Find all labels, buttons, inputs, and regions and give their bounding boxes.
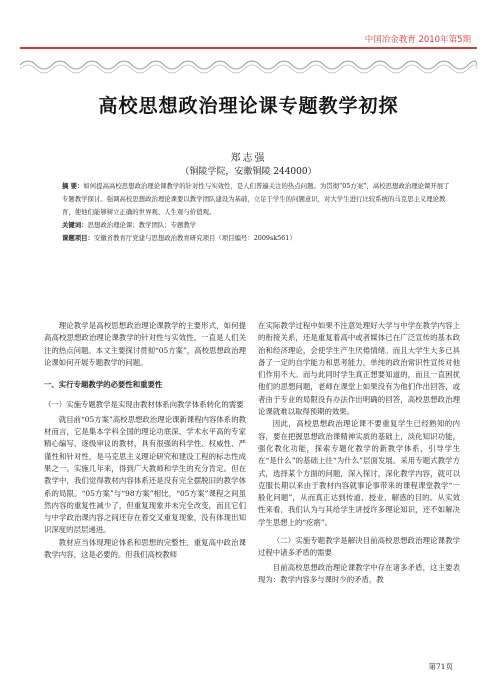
page-number: 第71页 — [428, 662, 453, 671]
project — [62, 232, 455, 245]
project-text: 安徽省教育厅党建与思想政治教育研究项目（项目编号：2009sk561） — [93, 234, 296, 242]
body-paragraph: 因此，高校思想政治理论课不要重复学生已经熟知的内容，要在把握思想政治课精神实质的基础上，淡化知识功能，强化教化功能，探索专题化教学的新教学体系，引导学生在“是什么”的基础上往“为什么”层面发展。采用专题式教学方式，选择某个方面的问题，深入探讨，深化教学内容，就可以克服长期以来由于教材内容就事论事带来的课程课堂教学“一般化问题”，从而真正达到传道、授业、解惑的目的。从实效性来看，我们认为与其给学生讲授许多理论知识，还不如解决学生思想上的“疙瘩”。 — [258, 419, 460, 527]
article-title: 高校思想政治理论课专题教学初探 — [98, 95, 399, 117]
intro-paragraph: 理论教学是高校思想政治理论课教学的主要形式，如何提高高校思想政治理论课教学的针对性与实效性，一直是人们关注的热点问题。本文主要探讨贯彻“05方案”，高校思想政治理论课如何开展专题教学的问题。 — [44, 321, 246, 367]
left-column — [44, 320, 246, 561]
section-heading: 一、实行专题教学的必要性和重要性 — [44, 380, 163, 390]
decorative-wave-border — [0, 54, 497, 76]
abstract-block — [62, 180, 455, 245]
journal-header: 中国冶金教育 2010年第5期 — [364, 35, 471, 45]
keywords-text: 思想政治理论课；教学团队；专题教学 — [87, 221, 197, 229]
right-column — [258, 320, 460, 586]
abstract-label: 摘 要： — [62, 182, 84, 190]
keywords — [62, 219, 455, 232]
subsection-heading: （一）实施专题教学是实现由教材体系向教学体系转化的需要 — [44, 400, 244, 410]
body-paragraph: 教材应当体现理论体系和思想的完整性、重复高中政治课教学内容，这是必要的。但我们高校教师 — [44, 537, 246, 560]
header-rule — [20, 47, 477, 49]
author-name: 郑志强 — [230, 153, 267, 164]
body-paragraph: 就目前“05方案”高校思想政治理论课新课程内容体系的教材而言，它是集本学科全国的理论功底深、学术水平高的专家精心编写、逐级审议的教材，具有很强的科学性、权威性、严谨性和针对性，是马克思主义理论研究和建设工程的标志性成果之一。实施几年来，得到广大教师和学生的充分肯定。但在教学中，我们觉得教材内容体系还是没有完全摆脱旧的教学体系的局限。“05方案”与“98方案”相比，“05方案”课程之间虽然内容的重复性减少了，但重复现象并未完全改变，而且它们与中学政治课内容之间还存在着交叉重复现象，没有体现出知识深度的层层递进。 — [44, 414, 246, 535]
keywords-label: 关键词： — [62, 221, 88, 229]
body-paragraph: 目前高校思想政治理论课教学中存在诸多矛盾，这主要表现为：教学内容多与课时少的矛盾，教 — [258, 562, 460, 584]
author-affiliation: （铜陵学院，安徽铜陵 244000） — [180, 167, 317, 177]
body-paragraph: 在实际教学过程中如果不注意处理好大学与中学在教学内容上的衔接关系，还是重复着高中或者媒体已在广泛宣传的基本政治和经济理论，会使学生产生厌倦情绪。而且大学生大多已具备了一定的自学能力和思考能力，单纯的政治常识性宣传对他们作用不大。而与此同时学生真正想要知道的，而且一直困扰他们的思想问题，老师在课堂上如果没有为他们作出回答，或者由于专业的局限没有办法作出明确的回答，高校思想政治理论课就难以取得预期的效果。 — [258, 321, 460, 417]
subsection-heading: （二）实施专题教学是解决目前高校思想政治理论课教学过程中诸多矛盾的需要 — [258, 536, 460, 558]
abstract — [62, 180, 455, 219]
project-label: 课题项目： — [62, 234, 94, 242]
abstract-text: 如何提高高校思想政治理论课教学的针对性与实效性，是人们普遍关注的热点问题。为贯彻“05方案”，高校思想政治理论课开展了专题教学探讨。强调高校思想政治理论课要以教学团队建设为基础，立足于学生的问题意识，对大学生进行比较系统的马克思主义理论教育，使他们能够树立正确的世界观、人生观与价值观。 — [62, 182, 450, 216]
